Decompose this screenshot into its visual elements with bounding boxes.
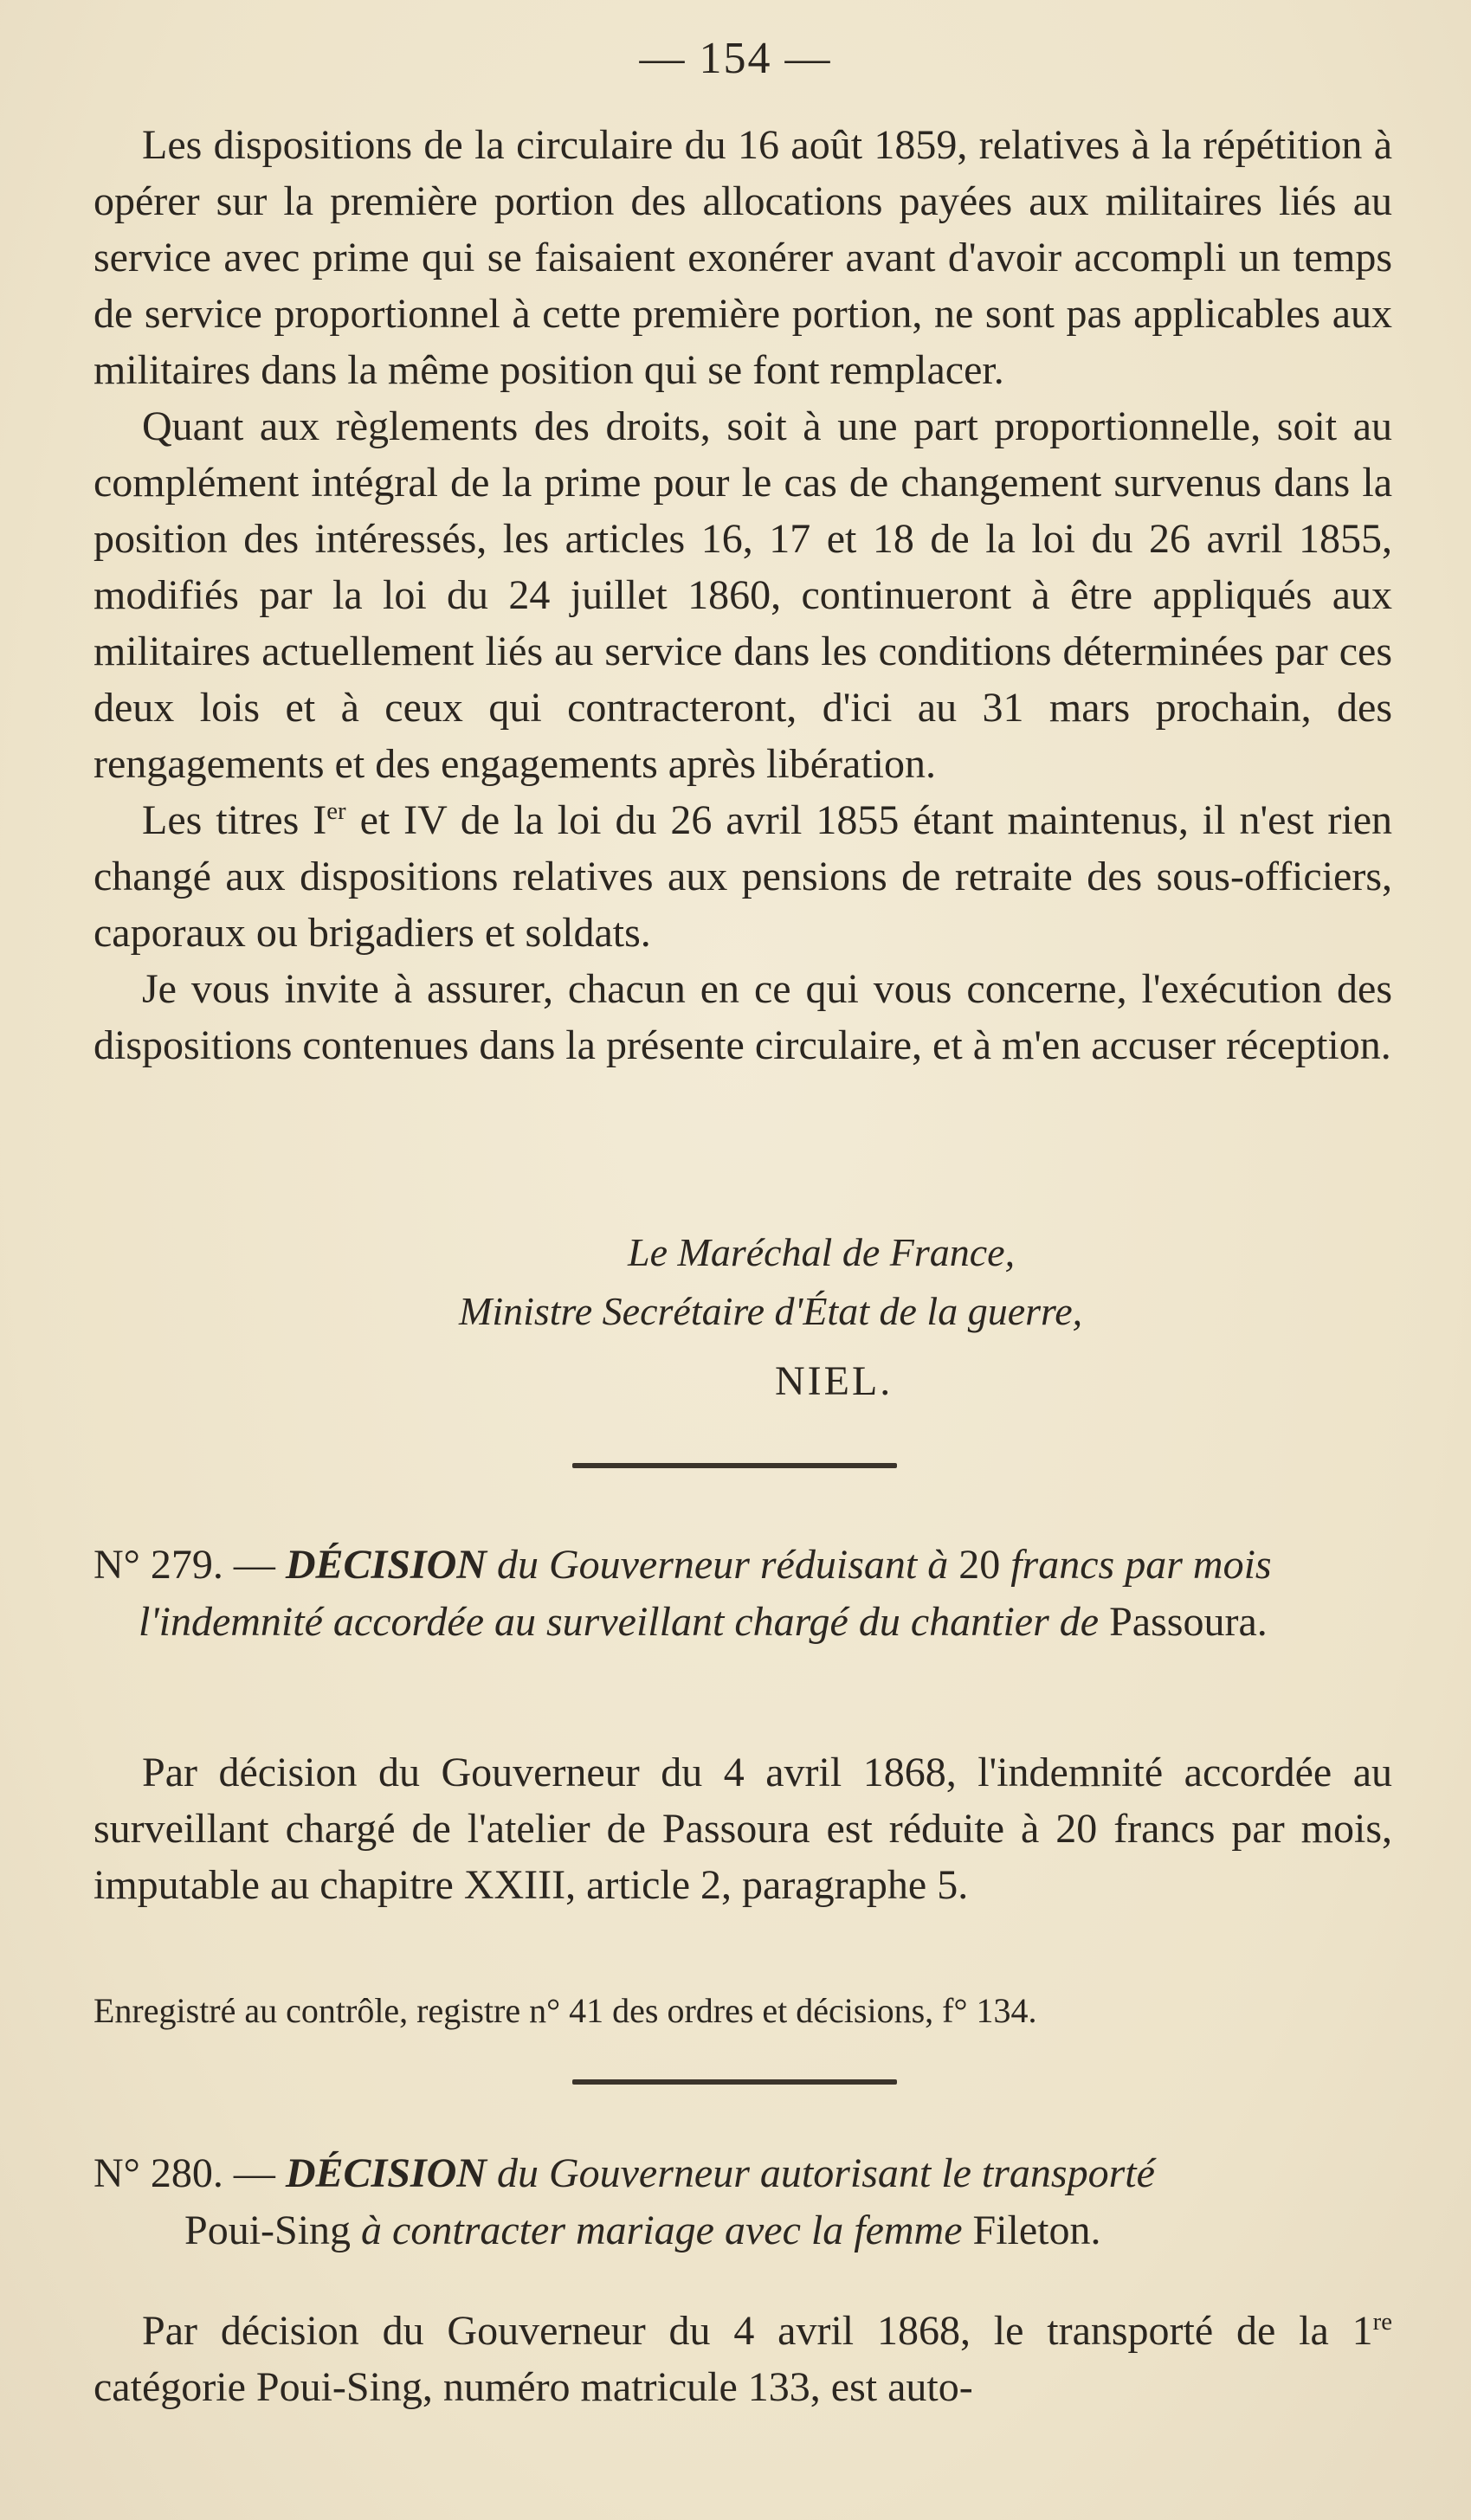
decision-279-body [94,1744,1392,1913]
decision-280-title-line2 [94,2202,1392,2259]
decision-279-dash: — [223,1542,286,1588]
decision-280-title-part1: du Gouverneur autorisant le transporté [486,2150,1155,2196]
paragraph-reglements: Quant aux règlements des droits, soit à une part proportionnelle, soit au complément intégral de la prime pour le cas de changement survenus dans la position des intéressés, les articles 16, 17 et 18 de la loi du 26 avril 1855, modifiés par la loi du 24 juillet 1860, continueront à être appliqués aux militaires actuellement liés au service dans les conditions déterminées par ces deux lois et à ceux qui contracteront, d'ici au 31 mars prochain, des rengagements et des engagements après libération. [94,403,1392,787]
decision-280-dash: — [223,2150,286,2196]
section-divider [572,1463,897,1468]
decision-280-heading [94,2145,1392,2259]
section-divider-2 [572,2079,897,2085]
decision-280-text-before: Par décision du Gouverneur du 4 avril 1868, le transporté de la 1 [142,2308,1373,2354]
decision-279-heading [94,1537,1392,1651]
decision-280-title-part2: à contracter mariage avec la femme [351,2207,973,2253]
decision-279-registration: Enregistré au contrôle, registre n° 41 des ordres et décisions, f° 134. [94,1991,1037,2030]
decision-280-keyword: DÉCISION [285,2150,487,2196]
signature-title-2: Ministre Secrétaire d'État de la guerre, [459,1289,1083,1333]
paragraph-closing: Je vous invite à assurer, chacun en ce qui vous concerne, l'exécution des dispositions contenues dans la présente circulaire, et à m'en accuser réception. [94,966,1392,1068]
decision-280-body [94,2303,1392,2415]
signature-title-1: Le Maréchal de France, [628,1230,1016,1274]
decision-279-registration-wrap [94,1988,1392,2034]
titres-before: Les titres I [142,797,327,843]
page-number: — 154 — [639,34,832,83]
decision-280-name: Poui-Sing [184,2207,352,2253]
decision-280-text-after: catégorie Poui-Sing, numéro matricule 133, est auto- [94,2364,973,2410]
decision-279-number: N° 279. [94,1542,223,1588]
decision-279-title-part2: francs par mois l'indemnité accordée au surveillant chargé du chantier de [139,1542,1272,1645]
decision-280-text [94,2303,1392,2415]
paragraph-dispositions: Les dispositions de la circulaire du 16 août 1859, relatives à la répétition à opérer sur la première portion des allocations payées aux militaires liés au service avec prime qui se faisaient exonérer avant d'avoir accompli un temps de service proportionnel à cette première portion, ne sont pas applicables aux militaires dans la même position qui se font remplacer. [94,122,1392,393]
decision-280-number: N° 280. [94,2150,223,2196]
signature-name: NIEL. [775,1358,894,1404]
decision-279-title [94,1537,1392,1651]
decision-279-place: Passoura. [1109,1599,1268,1645]
decision-279-text: Par décision du Gouverneur du 4 avril 1868, l'indemnité accordée au surveillant chargé de l'atelier de Passoura est réduite à 20 francs par mois, imputable au chapitre XXIII, article 2, paragraphe 5. [94,1750,1392,1908]
decision-279-title-part1: du Gouverneur réduisant à [486,1542,959,1588]
circular-body [94,117,1392,1073]
decision-280-title-line1 [94,2145,1392,2202]
titres-after: et IV de la loi du 26 avril 1855 étant maintenus, il n'est rien changé aux dispositions relatives aux pensions de retraite des sous-officiers, caporaux ou brigadiers et soldats. [94,797,1393,956]
decision-280-text-sup: re [1372,2308,1392,2336]
decision-280-name2: Fileton. [972,2207,1101,2253]
decision-279-keyword: DÉCISION [285,1542,487,1588]
paragraph-titres [94,792,1392,961]
titres-sup: er [326,797,346,825]
decision-279-amount: 20 [958,1542,1001,1588]
